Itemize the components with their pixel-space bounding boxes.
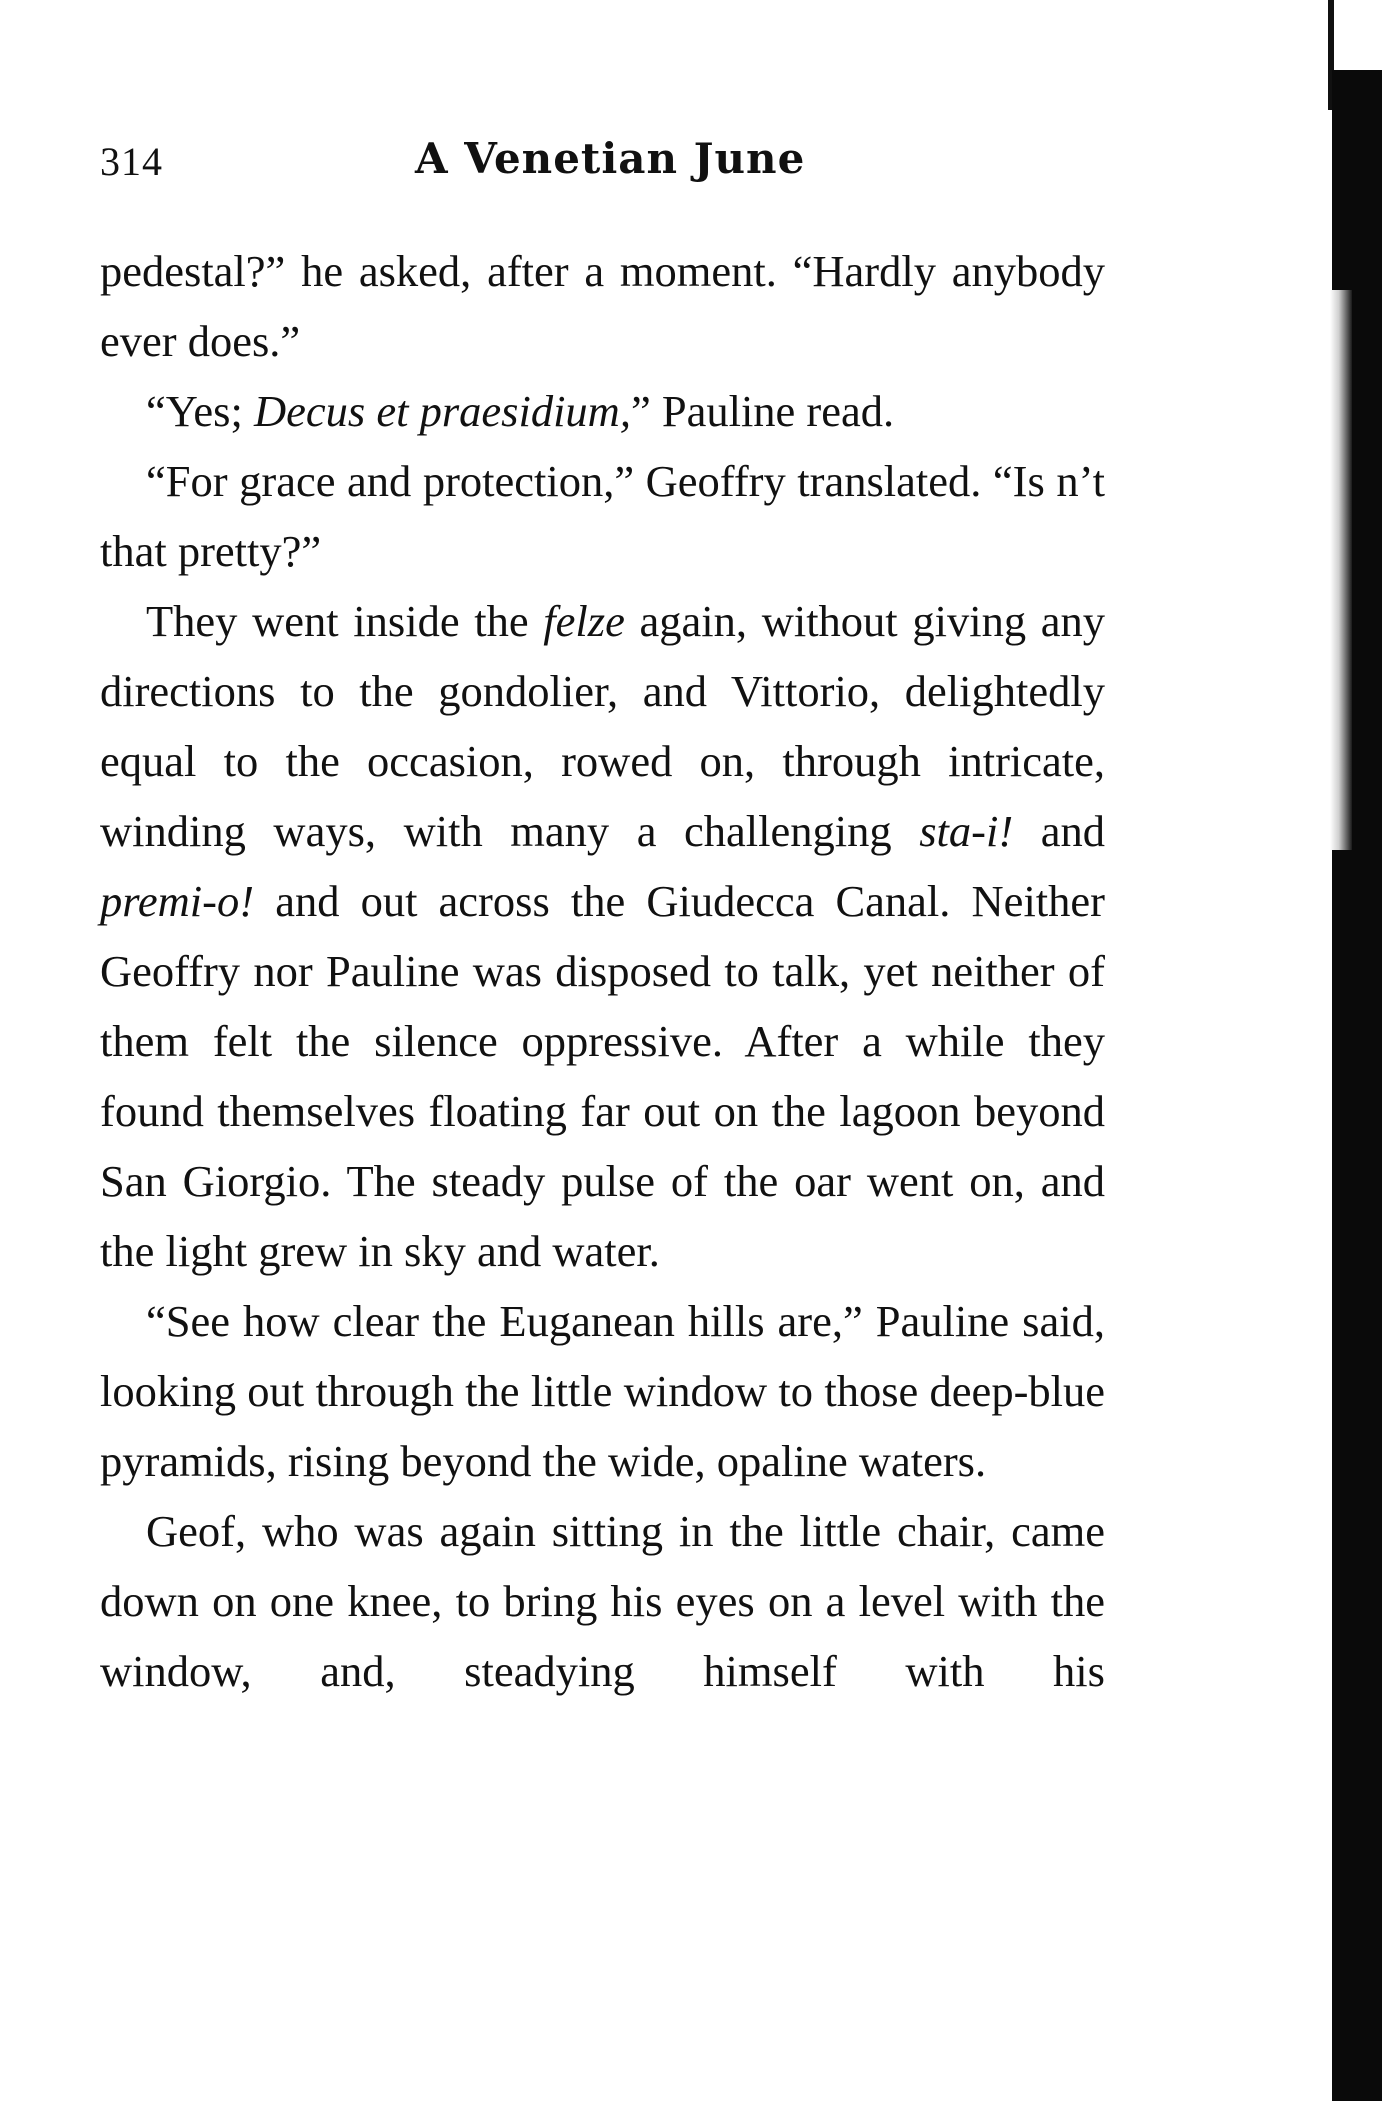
text-run: and <box>1013 806 1105 856</box>
text-run: “See how clear the Euganean hills are,” Pauline said, looking out through the little window to those deep-blue pyramids, rising beyond the wide, opaline waters. <box>100 1296 1105 1486</box>
italic-text: felze <box>543 596 625 646</box>
page-header <box>100 134 1105 198</box>
text-run: They went inside the <box>146 596 544 646</box>
italic-text: premi-o! <box>100 876 255 926</box>
page-edge-highlight <box>1330 290 1352 850</box>
italic-text: sta-i! <box>919 806 1014 856</box>
italic-text: Decus et praesidium, <box>254 386 631 436</box>
page-number: 314 <box>100 139 163 184</box>
paragraph <box>100 376 1105 446</box>
paragraph <box>100 236 1105 376</box>
running-title: A Venetian June <box>415 134 806 183</box>
text-run: pedestal?” he asked, after a moment. “Hardly anybody ever does.” <box>100 246 1105 366</box>
paragraph <box>100 1496 1105 1706</box>
text-run: “For grace and protection,” Geoffry translated. “Is n’t that pretty?” <box>100 456 1105 576</box>
text-run: Geof, who was again sitting in the little chair, came down on one knee, to bring his eyes on a level with the window, and, steadying himself with his <box>100 1506 1105 1696</box>
text-run: “Yes; <box>146 386 254 436</box>
paragraph <box>100 446 1105 586</box>
text-run: and out across the Giudecca Canal. Neither Geoffry nor Pauline was disposed to talk, yet neither of them felt the silence oppressive. After a while they found themselves floating far out on the lagoon beyond San Giorgio. The steady pulse of the oar went on, and the light grew in sky and water. <box>100 876 1105 1276</box>
text-run: again, without giving any directions to the gondolier, and Vittorio, delightedly equal to the occasion, rowed on, through intricate, winding ways, with many a challenging <box>100 596 1105 856</box>
paragraph <box>100 586 1105 1286</box>
body-text <box>100 236 1105 1706</box>
paragraph <box>100 1286 1105 1496</box>
text-run: ” Pauline read. <box>630 386 895 436</box>
